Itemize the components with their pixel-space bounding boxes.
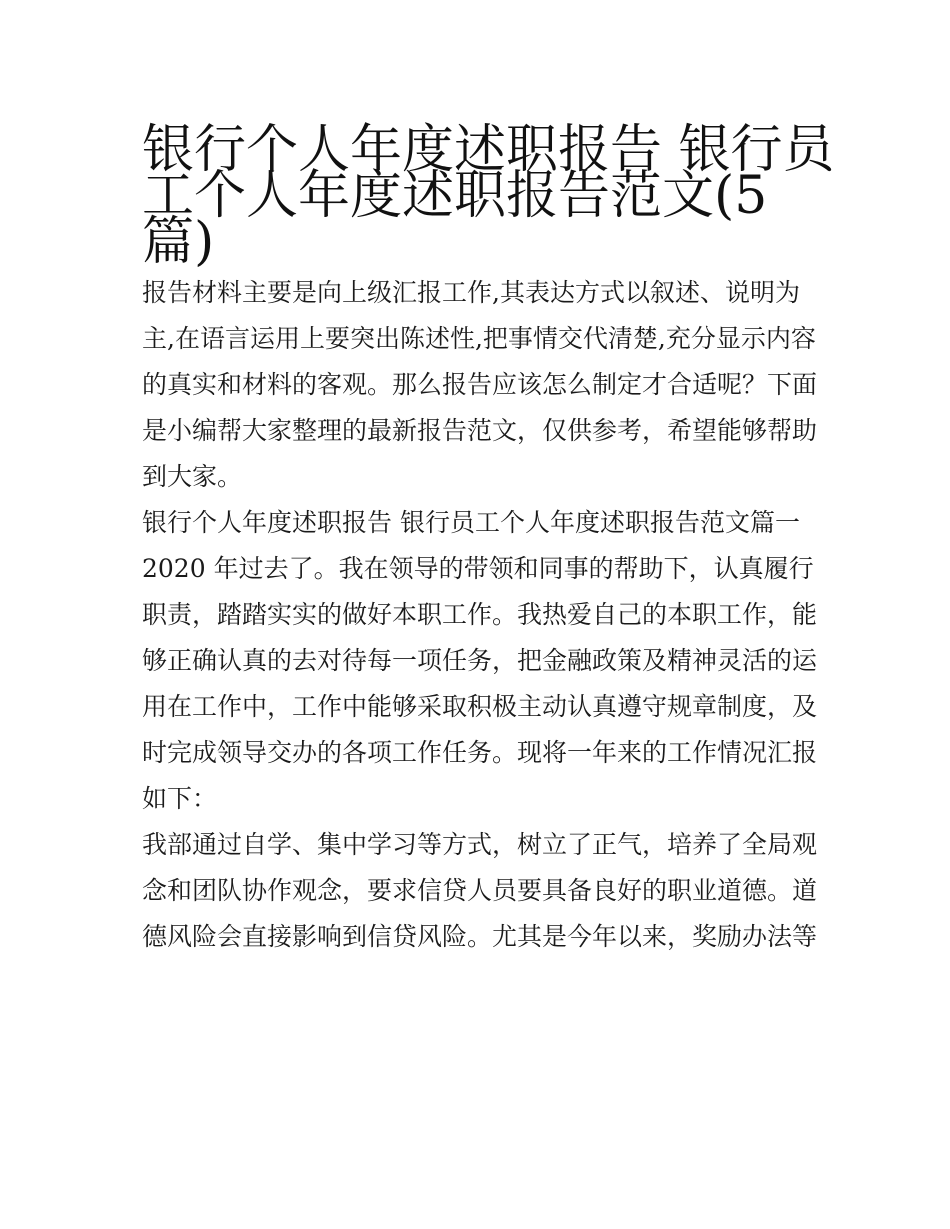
paragraph-line: 的真实和材料的客观。那么报告应该怎么制定才合适呢？下面 xyxy=(142,370,818,399)
title-line-3: 篇) xyxy=(142,212,215,272)
document-title xyxy=(142,112,835,272)
paragraph-line: 是小编帮大家整理的最新报告范文，仅供参考，希望能够帮助 xyxy=(142,416,818,445)
paragraph-line: 我部通过自学、集中学习等方式，树立了正气，培养了全局观 xyxy=(142,830,818,859)
paragraph-line: 主,在语言运用上要突出陈述性,把事情交代清楚,充分显示内容 xyxy=(142,324,816,353)
paragraph-line: 职责，踏踏实实的做好本职工作。我热爱自己的本职工作，能 xyxy=(142,600,818,629)
paragraph-line: 德风险会直接影响到信贷风险。尤其是今年以来，奖励办法等 xyxy=(142,922,818,951)
paragraph-line: 如下： xyxy=(142,784,218,813)
section-heading-paragraph xyxy=(142,500,816,546)
paragraph-line: 到大家。 xyxy=(142,462,243,491)
document-content xyxy=(142,112,835,960)
paragraph-line: 报告材料主要是向上级汇报工作,其表达方式以叙述、说明为 xyxy=(142,278,800,307)
document-body xyxy=(142,270,816,960)
paragraph-line: 时完成领导交办的各项工作任务。现将一年来的工作情况汇报 xyxy=(142,738,818,767)
paragraph-line: 念和团队协作观念，要求信贷人员要具备良好的职业道德。道 xyxy=(142,876,818,905)
title-line-2: 工个人年度述职报告范文(5 xyxy=(142,166,768,226)
paragraph-line: 用在工作中，工作中能够采取积极主动认真遵守规章制度，及 xyxy=(142,692,818,721)
intro-paragraph xyxy=(142,270,816,500)
paragraph-line: 2020 年过去了。我在领导的带领和同事的帮助下，认真履行 xyxy=(142,554,814,583)
paragraph-line: 银行个人年度述职报告 银行员工个人年度述职报告范文篇一 xyxy=(142,508,800,537)
body-paragraph-1 xyxy=(142,546,816,822)
paragraph-line: 够正确认真的去对待每一项任务，把金融政策及精神灵活的运 xyxy=(142,646,818,675)
body-paragraph-2 xyxy=(142,822,816,960)
title-line-1: 银行个人年度述职报告 银行员 xyxy=(142,120,835,180)
